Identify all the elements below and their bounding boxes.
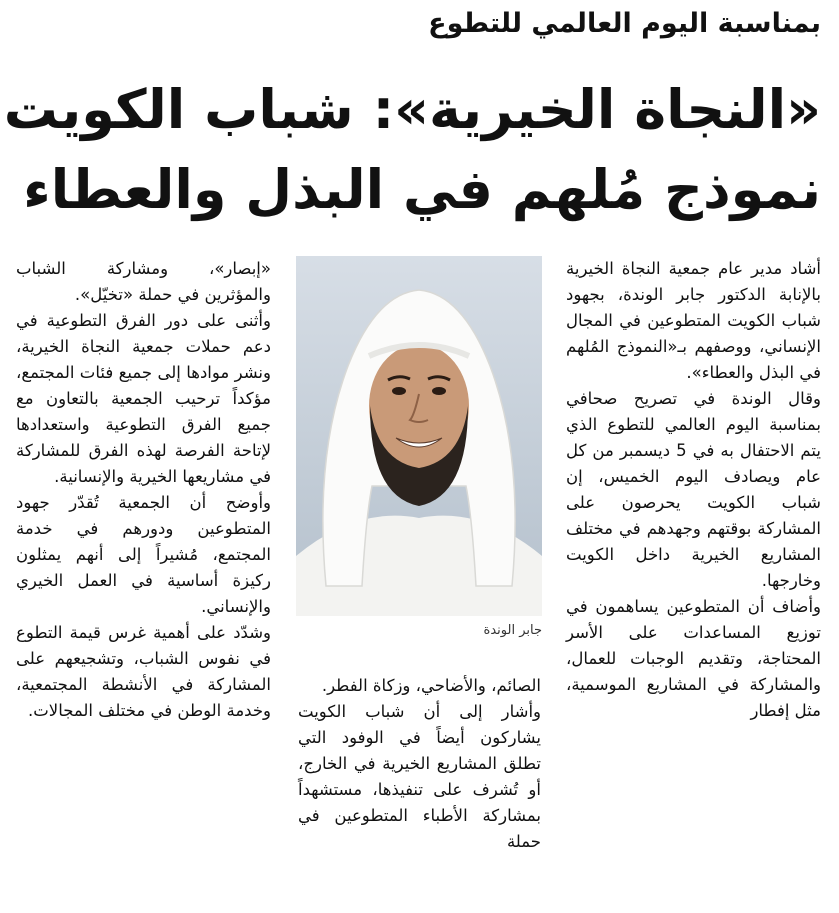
paragraph: وأثنى على دور الفرق التطوعية في دعم حملات جمعية النجاة الخيرية، ونشر موادها إلى جميع فئات المجتمع، مؤكداً ترحيب الجمعية بالتعاون مع جميع الفرق التطوعية واستعدادها لإتاحة الفرصة لهذه الفرق للمشاركة في مشاريعها الخيرية والإنسانية.: [16, 311, 271, 486]
paragraph: وقال الوندة في تصريح صحافي بمناسبة اليوم العالمي للتطوع الذي يتم الاحتفال به في 5 ديسمبر من كل عام ويصادف اليوم الخميس، إن شباب الكويت يحرصون على المشاركة بوقتهم وجهدهم في مختلف المشاريع الخيرية داخل الكويت وخارجها.: [566, 389, 821, 590]
photo-caption: جابر الوندة: [483, 623, 542, 638]
paragraph: «إبصار»، ومشاركة الشباب والمؤثرين في حملة «تخيّل».: [16, 259, 271, 304]
paragraph: وأشار إلى أن شباب الكويت يشاركون أيضاً في الوفود التي تطلق المشاريع الخيرية في الخارج، أو تُشرف على تنفيذها، مستشهداً بمشاركة الأطباء المتطوعين في حملة: [298, 702, 541, 851]
paragraph: وشدّد على أهمية غرس قيمة التطوع في نفوس الشباب، وتشجيعهم على المشاركة في الأنشطة المجتمعية، وخدمة الوطن في مختلف المجالات.: [16, 623, 271, 720]
article-column-right: [566, 256, 821, 724]
portrait-illustration: [296, 256, 542, 616]
paragraph: الصائم، والأضاحي، وزكاة الفطر.: [321, 676, 541, 695]
paragraph: وأوضح أن الجمعية تُقدّر جهود المتطوعين ودورهم في خدمة المجتمع، مُشيراً إلى أنهم يمثلون ركيزة أساسية في العمل الخيري والإنساني.: [16, 493, 271, 616]
paragraph: وأضاف أن المتطوعين يساهمون في توزيع المساعدات على الأسر المحتاجة، وتقديم الوجبات للعمال، والمشاركة في المشاريع الموسمية، مثل إفطار: [566, 597, 821, 720]
article-column-middle: [298, 673, 541, 855]
headline-line-2: نموذج مُلهم في البذل والعطاء: [23, 158, 821, 221]
article-headline: [3, 70, 821, 230]
portrait-photo: [296, 256, 542, 616]
paragraph: أشاد مدير عام جمعية النجاة الخيرية بالإنابة الدكتور جابر الوندة، بجهود شباب الكويت المتطوعين في المجال الإنساني، ووصفهم بـ«النموذج المُلهم في البذل والعطاء».: [566, 259, 821, 382]
article-column-left: [16, 256, 271, 724]
headline-line-1: «النجاة الخيرية»: شباب الكويت: [3, 78, 821, 141]
article-kicker: بمناسبة اليوم العالمي للتطوع: [428, 8, 821, 39]
